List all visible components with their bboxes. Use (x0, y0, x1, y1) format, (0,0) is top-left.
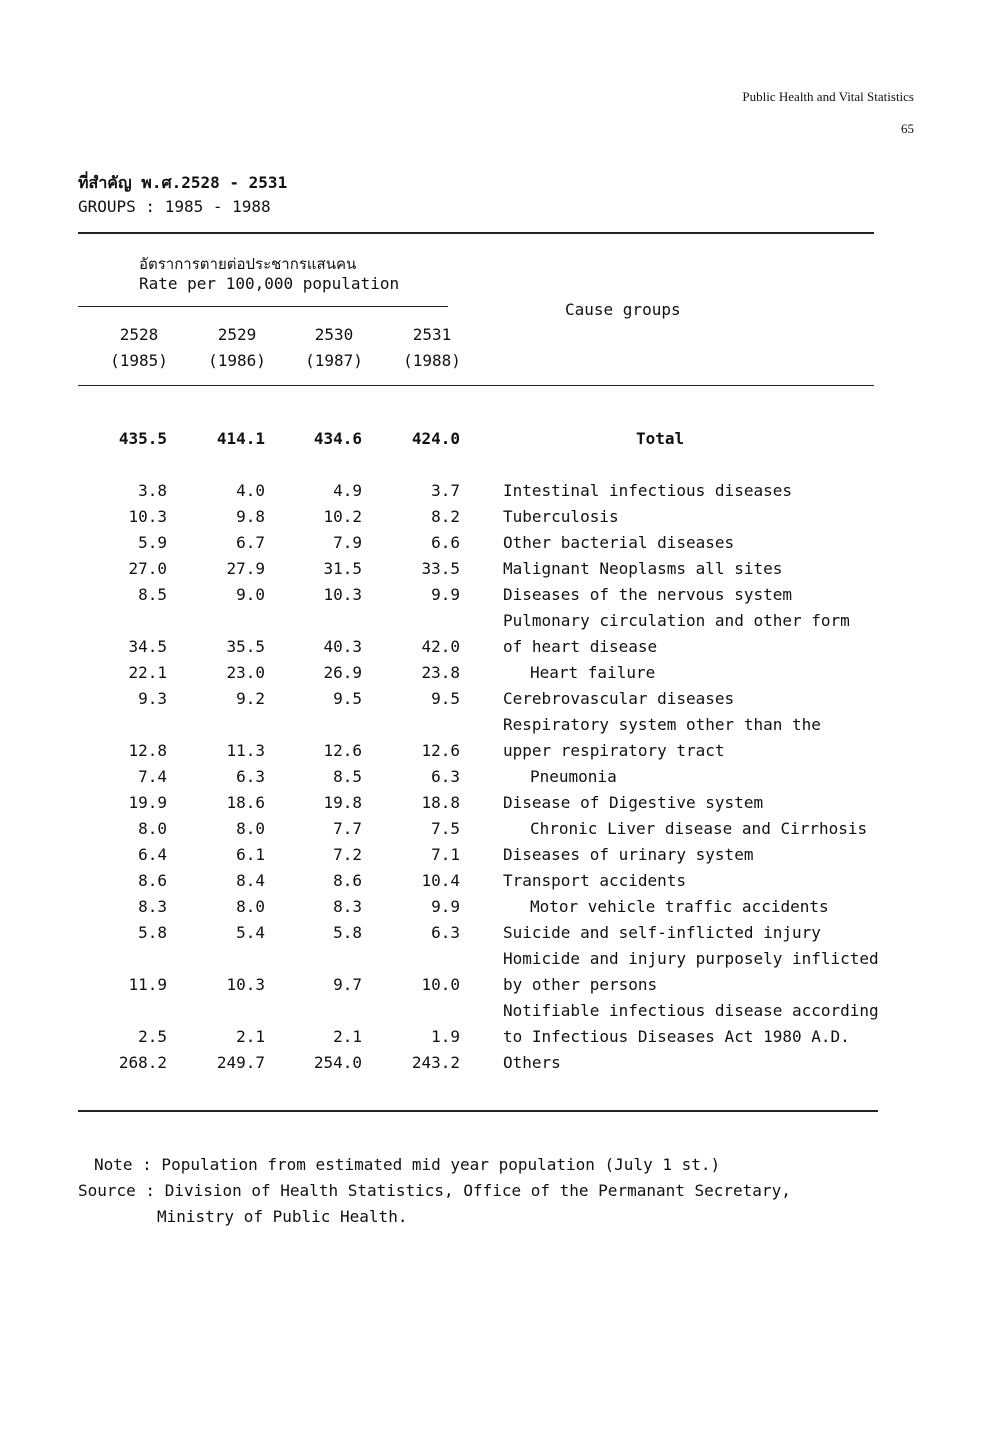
header-rule (78, 385, 874, 386)
rate-value: 9.5 (333, 689, 362, 708)
rate-value: 34.5 (128, 637, 167, 656)
rate-value: 9.9 (431, 897, 460, 916)
total-label: Total (636, 429, 685, 448)
rate-header-thai: อัตราการตายต่อประชากรแสนคน (139, 255, 357, 273)
note-text: Note : Population from estimated mid year population (July 1 st.) (94, 1155, 721, 1174)
rate-value: 10.2 (323, 507, 362, 526)
year-header-ad: (1985) (110, 351, 168, 370)
cause-label: Respiratory system other than the (503, 715, 821, 734)
cause-label: Malignant Neoplasms all sites (503, 559, 783, 578)
rate-value: 8.6 (138, 871, 167, 890)
table-title-english: GROUPS : 1985 - 1988 (78, 197, 271, 216)
rate-value: 12.6 (421, 741, 460, 760)
cause-groups-header: Cause groups (565, 300, 681, 319)
rate-value: 12.6 (323, 741, 362, 760)
rate-value: 6.3 (236, 767, 265, 786)
rate-value: 8.3 (138, 897, 167, 916)
cause-label: to Infectious Diseases Act 1980 A.D. (503, 1027, 850, 1046)
rate-value: 23.0 (226, 663, 265, 682)
rate-value: 11.3 (226, 741, 265, 760)
rate-value: 31.5 (323, 559, 362, 578)
cause-label: Notifiable infectious disease according (503, 1001, 879, 1020)
rate-value: 8.0 (236, 819, 265, 838)
rate-value: 27.9 (226, 559, 265, 578)
rate-value: 6.1 (236, 845, 265, 864)
rate-value: 11.9 (128, 975, 167, 994)
total-value: 434.6 (313, 429, 362, 448)
rate-value: 243.2 (411, 1053, 460, 1072)
rate-value: 26.9 (323, 663, 362, 682)
rate-value: 7.1 (431, 845, 460, 864)
rate-value: 268.2 (118, 1053, 167, 1072)
rate-value: 9.7 (333, 975, 362, 994)
total-value: 435.5 (118, 429, 167, 448)
rate-value: 5.4 (236, 923, 265, 942)
rate-value: 9.5 (431, 689, 460, 708)
year-header-be: 2529 (217, 325, 257, 344)
rate-value: 6.3 (431, 923, 460, 942)
rate-value: 10.3 (226, 975, 265, 994)
rate-value: 19.8 (323, 793, 362, 812)
rate-value: 1.9 (431, 1027, 460, 1046)
total-value: 414.1 (216, 429, 265, 448)
rate-value: 27.0 (128, 559, 167, 578)
page-number: 65 (901, 121, 914, 136)
rate-value: 3.7 (431, 481, 460, 500)
cause-label: of heart disease (503, 637, 658, 656)
cause-label: Disease of Digestive system (503, 793, 764, 812)
rate-value: 8.3 (333, 897, 362, 916)
rate-value: 8.0 (138, 819, 167, 838)
rate-value: 19.9 (128, 793, 167, 812)
rate-header-rule (78, 306, 448, 307)
rate-value: 9.3 (138, 689, 167, 708)
rate-value: 5.9 (138, 533, 167, 552)
rate-value: 12.8 (128, 741, 167, 760)
cause-label: Cerebrovascular diseases (503, 689, 735, 708)
year-header-ad: (1988) (403, 351, 461, 370)
cause-label: Diseases of the nervous system (503, 585, 792, 604)
rate-value: 3.8 (138, 481, 167, 500)
rate-value: 42.0 (421, 637, 460, 656)
year-header-ad: (1987) (305, 351, 363, 370)
rate-value: 6.3 (431, 767, 460, 786)
rate-header-english: Rate per 100,000 population (139, 274, 400, 293)
top-rule (78, 232, 874, 234)
rate-value: 22.1 (128, 663, 167, 682)
rate-value: 9.9 (431, 585, 460, 604)
rate-value: 18.8 (421, 793, 460, 812)
rate-value: 5.8 (138, 923, 167, 942)
year-header-be: 2530 (314, 325, 354, 344)
total-value: 424.0 (411, 429, 460, 448)
source-text-continued: Ministry of Public Health. (157, 1207, 408, 1226)
cause-label: Motor vehicle traffic accidents (530, 897, 829, 916)
rate-value: 7.9 (333, 533, 362, 552)
cause-label: Others (503, 1053, 561, 1072)
cause-label: upper respiratory tract (503, 741, 725, 760)
table-title-thai: ที่สำคัญ พ.ศ.2528 - 2531 (78, 173, 288, 192)
cause-label: Pneumonia (530, 767, 617, 786)
rate-value: 7.2 (333, 845, 362, 864)
cause-label: Intestinal infectious diseases (503, 481, 792, 500)
cause-label: by other persons (503, 975, 658, 994)
cause-label: Other bacterial diseases (503, 533, 735, 552)
running-head: Public Health and Vital Statistics (742, 89, 914, 104)
year-header-be: 2531 (412, 325, 452, 344)
rate-value: 35.5 (226, 637, 265, 656)
rate-value: 10.0 (421, 975, 460, 994)
rate-value: 2.1 (236, 1027, 265, 1046)
rate-value: 10.3 (323, 585, 362, 604)
rate-value: 9.8 (236, 507, 265, 526)
rate-value: 6.7 (236, 533, 265, 552)
rate-value: 2.1 (333, 1027, 362, 1046)
rate-value: 8.5 (333, 767, 362, 786)
rate-value: 4.0 (236, 481, 265, 500)
rate-value: 5.8 (333, 923, 362, 942)
year-header-be: 2528 (119, 325, 159, 344)
rate-value: 33.5 (421, 559, 460, 578)
rate-value: 8.5 (138, 585, 167, 604)
rate-value: 7.5 (431, 819, 460, 838)
rate-value: 6.6 (431, 533, 460, 552)
rate-value: 10.3 (128, 507, 167, 526)
rate-value: 7.4 (138, 767, 167, 786)
source-text: Source : Division of Health Statistics, Office of the Permanant Secretary, (78, 1181, 791, 1200)
rate-value: 23.8 (421, 663, 460, 682)
cause-label: Tuberculosis (503, 507, 619, 526)
rate-value: 9.2 (236, 689, 265, 708)
rate-value: 249.7 (216, 1053, 265, 1072)
bottom-rule (78, 1110, 878, 1112)
rate-value: 8.4 (236, 871, 265, 890)
rate-value: 2.5 (138, 1027, 167, 1046)
cause-label: Suicide and self-inflicted injury (503, 923, 821, 942)
rate-value: 18.6 (226, 793, 265, 812)
rate-value: 9.0 (236, 585, 265, 604)
rate-value: 8.6 (333, 871, 362, 890)
rate-value: 40.3 (323, 637, 362, 656)
rate-value: 254.0 (313, 1053, 362, 1072)
year-header-ad: (1986) (208, 351, 266, 370)
rate-value: 8.0 (236, 897, 265, 916)
cause-label: Pulmonary circulation and other form (503, 611, 850, 630)
cause-label: Diseases of urinary system (503, 845, 754, 864)
rate-value: 6.4 (138, 845, 167, 864)
cause-label: Heart failure (530, 663, 656, 682)
rate-value: 4.9 (333, 481, 362, 500)
rate-value: 7.7 (333, 819, 362, 838)
cause-label: Chronic Liver disease and Cirrhosis (530, 819, 868, 838)
rate-value: 10.4 (421, 871, 460, 890)
cause-label: Transport accidents (503, 871, 687, 890)
rate-value: 8.2 (431, 507, 460, 526)
cause-label: Homicide and injury purposely inflicted (503, 949, 879, 968)
